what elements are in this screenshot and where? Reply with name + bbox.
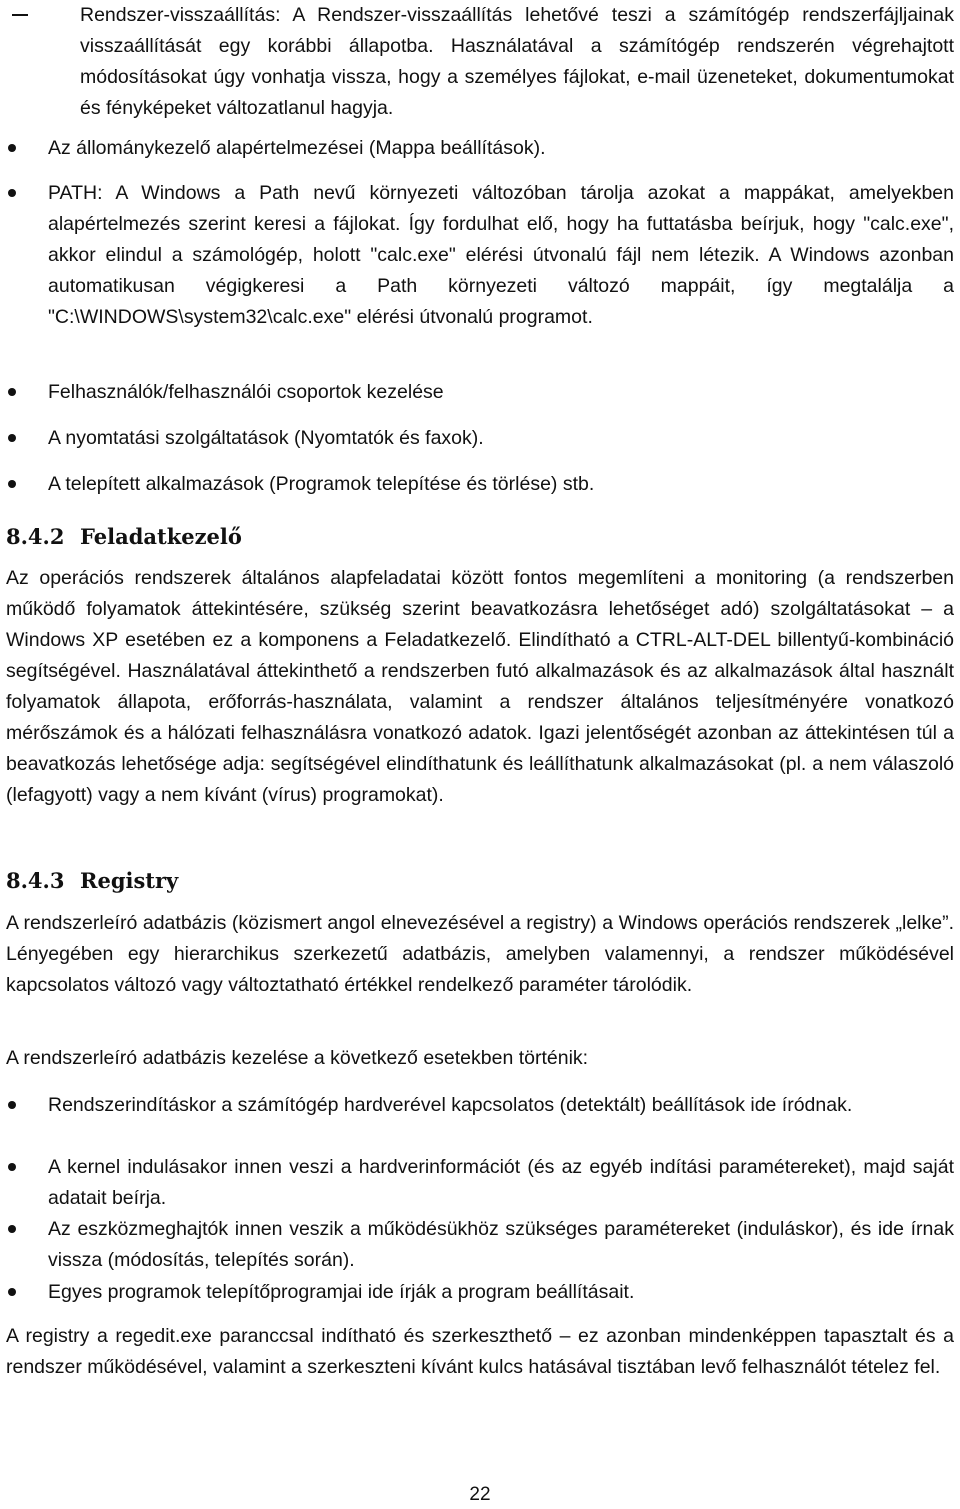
bullet-icon bbox=[8, 189, 16, 197]
bullet-icon bbox=[8, 434, 16, 442]
dash-bullet-icon bbox=[12, 14, 28, 16]
section-heading-registry bbox=[6, 866, 178, 896]
paragraph-regedit: A registry a regedit.exe paranccsal indítható és szerkeszthető – ez azonban mindenképpen tapasztalt és a rendszer működésével, valamint a szerkeszteni kívánt kulcs hatásával tisztában levő felhasználót tételez fel. bbox=[6, 1325, 954, 1378]
list-item-kernel: A kernel indulásakor innen veszi a hardverinformációt (és az egyéb indítási paramétereket), majd saját adatait beírja. bbox=[48, 1156, 954, 1209]
section-title: Registry bbox=[80, 868, 179, 893]
page-number: 22 bbox=[469, 1484, 491, 1505]
list-item-users: Felhasználók/felhasználói csoportok kezelése bbox=[48, 381, 444, 403]
bullet-icon bbox=[8, 388, 16, 396]
section-heading-task-manager bbox=[6, 522, 242, 552]
list-item-installers: Egyes programok telepítőprogramjai ide írják a program beállításait. bbox=[48, 1281, 635, 1303]
bullet-icon bbox=[8, 1101, 16, 1109]
list-item-boot: Rendszerindításkor a számítógép hardverével kapcsolatos (detektált) beállítások ide íródnak. bbox=[48, 1094, 853, 1116]
section-number: 8.4.2 bbox=[6, 524, 65, 549]
list-item-drivers: Az eszközmeghajtók innen veszik a működésükhöz szükséges paramétereket (induláskor), és ide írnak vissza (módosítás, telepítés során). bbox=[48, 1218, 954, 1271]
bullet-icon bbox=[8, 1288, 16, 1296]
list-item-installed-apps: A telepített alkalmazások (Programok telepítése és törlése) stb. bbox=[48, 473, 595, 495]
bullet-icon bbox=[8, 480, 16, 488]
bullet-icon bbox=[8, 144, 16, 152]
paragraph-task-manager: Az operációs rendszerek általános alapfeladatai között fontos megemlíteni a monitoring (a rendszerben működő folyamatok áttekintésére, szükség szerint beavatkozásra lehetőséget adó) szolgáltatásokat – a Windows XP esetében ez a komponens a Feladatkezelő. Elindítható a CTRL-ALT-DEL billentyű-kombináció segítségével. Használatával áttekinthető a rendszerben futó alkalmazások és az alkalmazások által használt folyamatok állapota, erőforrás-használata, valamint a rendszer általános teljesítményére vonatkozó mérőszámok és a hálózati felhasználásra vonatkozó adatok. Igazi jelentőségét azonban az áttekintésen túl a beavatkozás lehetősége adja: segítségével elindíthatunk és leállíthatunk alkalmazásokat (pl. a nem válaszoló (lefagyott) vagy a nem kívánt (vírus) programokat). bbox=[6, 567, 954, 806]
paragraph-registry-usage: A rendszerleíró adatbázis kezelése a következő esetekben történik: bbox=[6, 1047, 589, 1069]
bullet-icon bbox=[8, 1163, 16, 1171]
list-item-system-restore: Rendszer-visszaállítás: A Rendszer-visszaállítás lehetővé teszi a számítógép rendszerfájljainak visszaállítását egy korábbi állapotba. Használatával a számítógép rendszerén végrehajtott módosításokat úgy vonhatja vissza, hogy a személyes fájlokat, e-mail üzeneteket, dokumentumokat és fényképeket változatlanul hagyja. bbox=[80, 4, 954, 119]
section-number: 8.4.3 bbox=[6, 868, 65, 893]
section-title: Feladatkezelő bbox=[80, 524, 242, 549]
list-item-path: PATH: A Windows a Path nevű környezeti változóban tárolja azokat a mappákat, amelyekben alapértelmezés szerint keresi a fájlokat. Így fordulhat elő, hogy ha futtatásba beírjuk, hogy "calc.exe", akkor elindul a számológép, holott "calc.exe" elérési útvonalú fájl nem létezik. A Windows azonban automatikusan végigkeresi a Path környezeti változó mappáit, így megtalálja a "C:\WINDOWS\system32\calc.exe" elérési útvonalú programot. bbox=[48, 182, 954, 328]
bullet-icon bbox=[8, 1225, 16, 1233]
list-item-folder-options: Az állománykezelő alapértelmezései (Mappa beállítások). bbox=[48, 137, 546, 159]
list-item-printing: A nyomtatási szolgáltatások (Nyomtatók és faxok). bbox=[48, 427, 484, 449]
paragraph-registry-intro: A rendszerleíró adatbázis (közismert angol elnevezésével a registry) a Windows operációs rendszerek „lelke”. Lényegében egy hierarchikus szerkezetű adatbázis, amelyben valamennyi, a rendszer működésével kapcsolatos változó vagy változtatható értékkel rendelkező paraméter tárolódik. bbox=[6, 912, 954, 996]
